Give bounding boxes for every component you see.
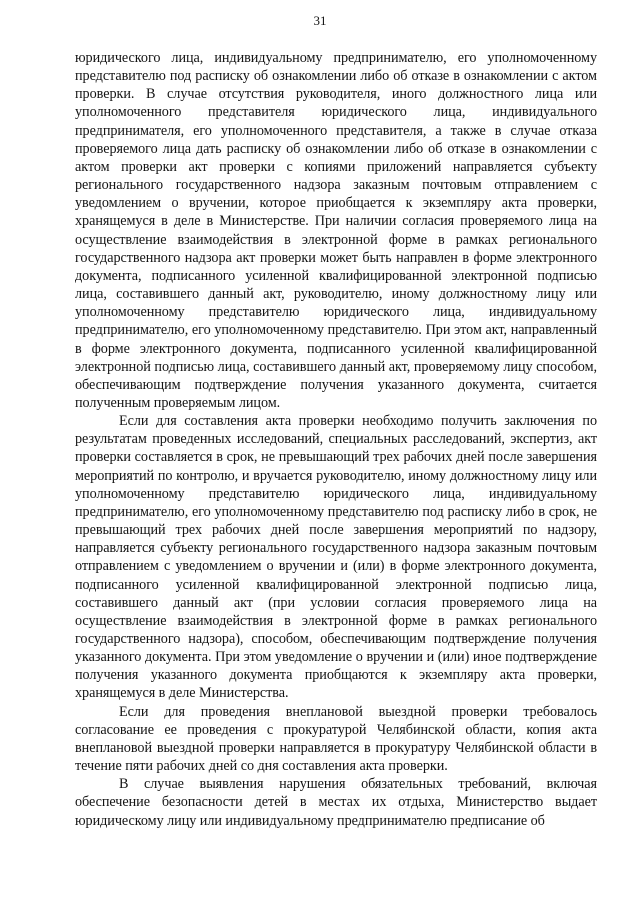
paragraph-3: Если для проведения внеплановой выездной проверки требовалось согласование ее проведения с прокуратурой Челябинской области, копия акта внеплановой выездной проверки направляется в прокуратуру Челябинской области в течение пяти рабочих дней со дня составления акта проверки.: [75, 703, 597, 775]
document-body: [75, 49, 597, 830]
page-number: 31: [313, 13, 327, 28]
paragraph-2: Если для составления акта проверки необходимо получить заключения по результатам проведенных исследований, специальных расследований, экспертиз, акт проверки составляется в срок, не превышающий трех рабочих дней после завершения мероприятий по контролю, и вручается руководителю, иному должностному лицу или уполномоченному представителю юридического лица, индивидуальному предпринимателю, его уполномоченному представителю под расписку либо в срок, не превышающий трех рабочих дней после завершения мероприятий по надзору, направляется субъекту регионального государственного надзора заказным почтовым отправлением с уведомлением о вручении и (или) в форме электронного документа, подписанного усиленной квалифицированной электронной подписью лица, составившего данный акт (при условии согласия проверяемого лица на осуществление взаимодействия в электронной форме в рамках регионального государственного надзора), способом, обеспечивающим подтверждение получения указанного документа. При этом уведомление о вручении и (или) иное подтверждение получения указанного документа приобщаются к экземпляру акта проверки, хранящемуся в деле Министерства.: [75, 413, 597, 702]
paragraph-4: В случае выявления нарушения обязательных требований, включая обеспечение безопасности детей в местах их отдыха, Министерство выдает юридическому лицу или индивидуальному предпринимателю предписание об: [75, 776, 597, 829]
paragraph-1: юридического лица, индивидуальному предпринимателю, его уполномоченному представителю под расписку об ознакомлении либо об отказе в ознакомлении с актом проверки. В случае отсутствия руководителя, иного должностного лица или уполномоченного представителя юридического лица, индивидуального предпринимателя, его уполномоченного представителя, а также в случае отказа проверяемого лица дать расписку об ознакомлении либо об отказе в ознакомлении с актом проверки акт проверки с копиями приложений направляется субъекту регионального государственного надзора заказным почтовым отправлением с уведомлением о вручении, которое приобщается к экземпляру акта проверки, хранящемуся в деле в Министерстве. При наличии согласия проверяемого лица на осуществление взаимодействия в электронной форме в рамках регионального государственного надзора акт проверки может быть направлен в форме электронного документа, подписанного усиленной квалифицированной электронной подписью лица, составившего данный акт, руководителю, иному должностному лицу или уполномоченному представителю юридического лица, индивидуальному предпринимателю, его уполномоченному представителю. При этом акт, направленный в форме электронного документа, подписанного усиленной квалифицированной электронной подписью лица, составившего данный акт, проверяемому лицу способом, обеспечивающим подтверждение получения указанного документа, считается полученным проверяемым лицом.: [75, 50, 597, 411]
